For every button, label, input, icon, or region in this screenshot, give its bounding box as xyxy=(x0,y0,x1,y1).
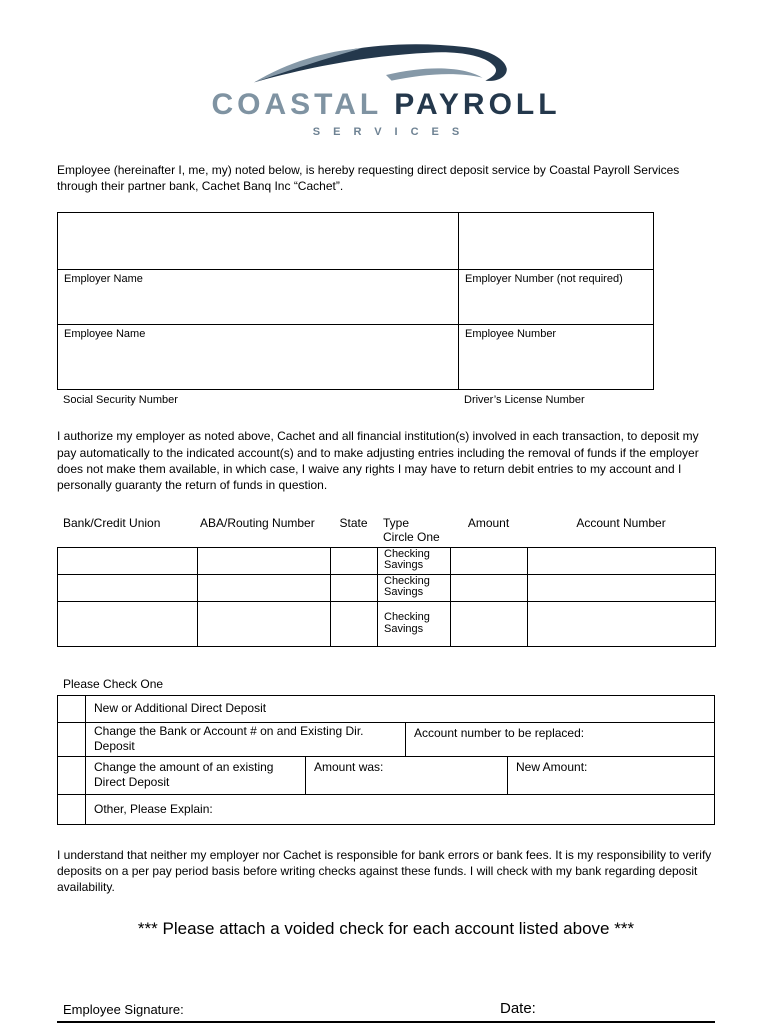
account-number-cell[interactable] xyxy=(528,601,716,646)
checkbox-cell[interactable] xyxy=(58,696,86,722)
type-cell xyxy=(378,601,451,646)
type-cell xyxy=(378,547,451,574)
employer-name-label: Employer Name xyxy=(64,273,143,286)
routing-cell[interactable] xyxy=(198,547,331,574)
signature-line[interactable] xyxy=(57,995,715,1023)
logo-word-coastal: COASTAL xyxy=(211,88,383,121)
header-state: State xyxy=(339,516,368,531)
header-type xyxy=(377,517,450,545)
type-option-savings[interactable]: Savings xyxy=(384,559,424,572)
drivers-license-label: Driver’s License Number xyxy=(464,394,585,407)
type-option-savings[interactable]: Savings xyxy=(384,586,424,599)
table-row xyxy=(58,794,714,824)
logo-services-text: SERVICES xyxy=(312,126,473,138)
date-label: Date: xyxy=(500,1000,536,1018)
employee-number-cell[interactable] xyxy=(459,325,654,390)
info-sub-labels xyxy=(57,394,653,406)
logo-word-payroll: PAYROLL xyxy=(394,88,561,121)
table-row xyxy=(58,756,714,794)
table-row xyxy=(58,722,714,756)
amount-cell[interactable] xyxy=(451,601,528,646)
type-option-checking[interactable]: Checking xyxy=(384,611,430,624)
bank-cell[interactable] xyxy=(58,547,198,574)
state-cell[interactable] xyxy=(331,574,378,601)
employer-number-label: Employer Number (not required) xyxy=(465,273,623,286)
bank-cell[interactable] xyxy=(58,574,198,601)
blank-field-left[interactable] xyxy=(58,213,459,270)
employer-number-cell[interactable] xyxy=(459,270,654,325)
checkbox-cell[interactable] xyxy=(58,723,86,756)
table-row xyxy=(58,325,654,390)
employee-name-cell[interactable] xyxy=(58,325,459,390)
voided-check-note: *** Please attach a voided check for each account listed above *** xyxy=(137,919,635,939)
employee-signature-label: Employee Signature: xyxy=(63,1002,184,1018)
bank-cell[interactable] xyxy=(58,601,198,646)
header-type-label: Type xyxy=(383,516,410,531)
state-cell[interactable] xyxy=(331,547,378,574)
header-type-subheader: Circle One xyxy=(383,529,440,544)
coastal-payroll-logo xyxy=(57,36,715,138)
check-one-table xyxy=(57,695,715,825)
header-account-number: Account Number xyxy=(576,516,666,531)
option-new-deposit[interactable]: New or Additional Direct Deposit xyxy=(94,701,267,716)
type-option-checking[interactable]: Checking xyxy=(384,574,430,587)
routing-cell[interactable] xyxy=(198,601,331,646)
table-row xyxy=(58,547,716,574)
header-amount: Amount xyxy=(467,516,510,531)
understanding-paragraph: I understand that neither my employer nor Cachet is responsible for bank errors or bank fees. It is my responsibility to verify deposits on a per pay period basis before writing checks against these funds. I will check with my bank regarding deposit availability. xyxy=(57,847,712,895)
routing-cell[interactable] xyxy=(198,574,331,601)
authorization-paragraph: I authorize my employer as noted above, Cachet and all financial institution(s) involved in each transaction, to deposit my pay automatically to the indicated account(s) and to make adjusting entries including the removal of funds if the employer does not make them available, in which case, I waive any rights I may have to return debit entries to my account and I personally guaranty the return of funds in question. xyxy=(57,429,699,492)
blank-field-right[interactable] xyxy=(459,213,654,270)
logo-wordmark xyxy=(57,90,715,120)
table-row xyxy=(58,574,716,601)
checkbox-cell[interactable] xyxy=(58,757,86,794)
table-row xyxy=(58,696,714,722)
option-other-explain[interactable]: Other, Please Explain: xyxy=(94,801,213,816)
ssn-label: Social Security Number xyxy=(63,394,178,407)
option-change-bank[interactable]: Change the Bank or Account # on and Existing Dir. Deposit xyxy=(94,724,364,754)
wave-logo-icon xyxy=(241,36,531,88)
header-bank: Bank/Credit Union xyxy=(63,516,161,531)
amount-cell[interactable] xyxy=(451,547,528,574)
employee-number-label: Employee Number xyxy=(465,328,557,341)
type-option-checking[interactable]: Checking xyxy=(384,547,430,560)
table-row xyxy=(58,601,716,646)
employee-name-label: Employee Name xyxy=(64,328,146,341)
accounts-table-headers xyxy=(57,517,715,545)
account-number-cell[interactable] xyxy=(528,547,716,574)
header-routing: ABA/Routing Number xyxy=(200,516,315,531)
new-amount-field[interactable]: New Amount: xyxy=(507,757,714,794)
amount-was-field[interactable]: Amount was: xyxy=(305,757,508,794)
option-change-amount[interactable]: Change the amount of an existing Direct Deposit xyxy=(94,759,274,789)
table-row xyxy=(58,213,654,270)
accounts-table xyxy=(57,547,716,647)
type-cell xyxy=(378,574,451,601)
type-option-savings[interactable]: Savings xyxy=(384,622,424,635)
check-one-title: Please Check One xyxy=(63,676,164,691)
amount-cell[interactable] xyxy=(451,574,528,601)
intro-paragraph: Employee (hereinafter I, me, my) noted below, is hereby requesting direct deposit service by Coastal Payroll Services through their partner bank, Cachet Banq Inc “Cachet”. xyxy=(57,163,680,194)
table-row xyxy=(58,270,654,325)
employer-name-cell[interactable] xyxy=(58,270,459,325)
account-number-replaced-field[interactable]: Account number to be replaced: xyxy=(405,723,714,756)
state-cell[interactable] xyxy=(331,601,378,646)
employee-info-table xyxy=(57,212,654,390)
account-number-cell[interactable] xyxy=(528,574,716,601)
checkbox-cell[interactable] xyxy=(58,795,86,824)
